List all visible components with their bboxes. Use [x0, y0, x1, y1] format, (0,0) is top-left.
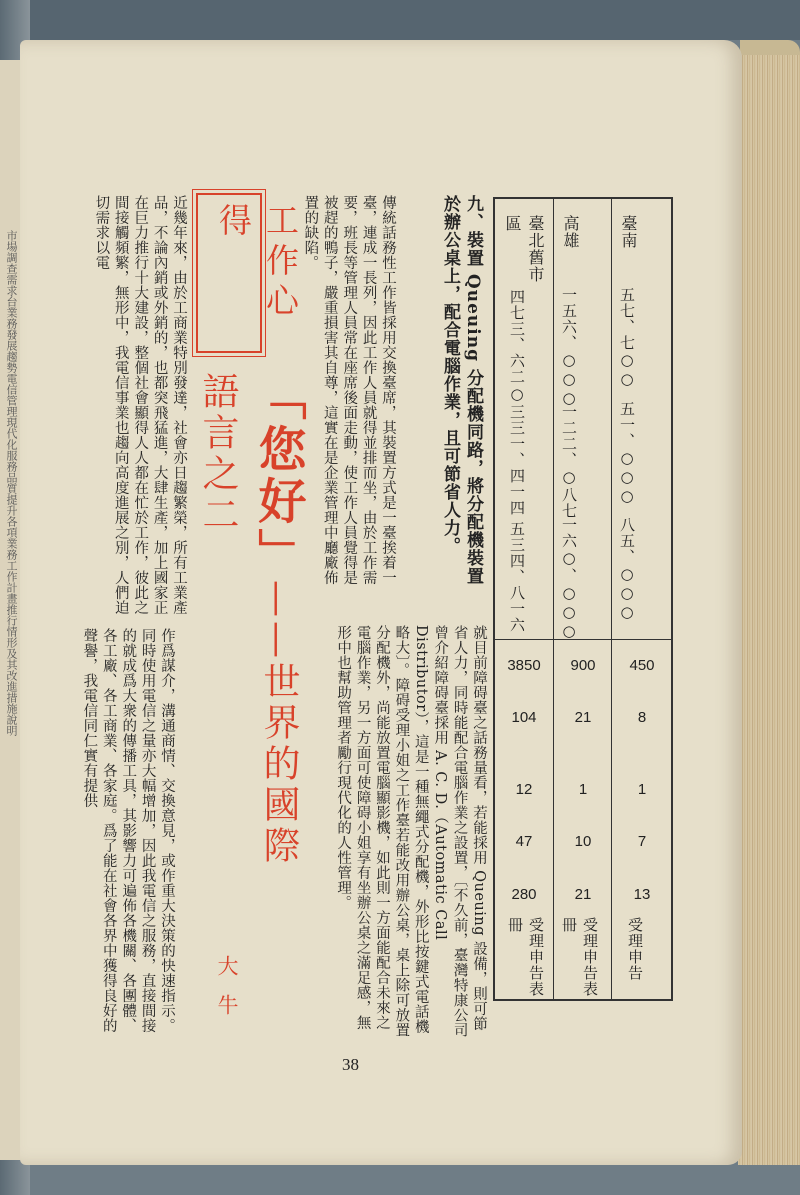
table-cell-number: 三三一、四一四: [508, 404, 526, 516]
table-cell-value: 21: [574, 886, 592, 903]
table-cell-value: 12: [515, 781, 533, 798]
table-divider: [611, 199, 612, 999]
table-cell-name: 高雄: [561, 215, 580, 249]
table-cell-number: 八五、○○○: [618, 517, 636, 622]
table-cell-value: 47: [515, 833, 533, 850]
table-cell-value: 8: [637, 709, 647, 726]
table-cell-number: 五一、○○○: [618, 401, 636, 506]
table-cell-value: 450: [629, 657, 655, 674]
middle-column-text: 傳統話務性工作皆採用交換臺席，其裝置方式是一臺挨着一臺，連成一長列，因此工作人員就得並排而坐，由於工作需要，班長等管理人員常在座席後面走動，使工作人員覺得是被趕的鴨子，嚴重損害其自尊，這實在是企業管理中廳廠佈置的缺陷。: [302, 195, 396, 585]
table-cell-value: 7: [637, 833, 647, 850]
left-lower-column-text: 作爲謀介，溝通商情、交換意見，或作重大決策的快速指示。同時使用電信之量亦大幅增加，因此我電信之服務，直接間接的就成爲大衆的傳播工具，其影響力可遍佈各機關、各團體、各工廠、各工商業、各家庭。爲了能在社會各界中獲得良好的聲譽，我電信同仁實有提供: [81, 628, 175, 1033]
table-cell-note: 受理申告表冊: [560, 917, 599, 997]
page-number: 38: [342, 1055, 359, 1074]
table-cell-name: 臺北舊市區: [503, 215, 545, 283]
table-cell-value: 1: [637, 781, 647, 798]
page-stack-edge: [738, 55, 800, 1165]
table-cell-number: 五三四、八一六: [508, 521, 526, 633]
table-cell-number: 一五六、○○○: [560, 287, 578, 408]
table-cell-number: 四七三、六二○: [508, 289, 526, 404]
article-author: 大牛: [215, 955, 239, 1033]
table-cell-value: 3850: [507, 657, 541, 674]
table-cell-value: 1: [578, 781, 588, 798]
table-divider: [553, 199, 554, 999]
book-cover-top: [0, 0, 800, 40]
table-cell-value: 21: [574, 709, 592, 726]
article-title-rest: ——世界的國際語言之二: [196, 372, 300, 867]
table-cell-note: 受理申告表冊: [506, 917, 545, 997]
table-cell-note: 受理申告: [626, 917, 644, 981]
table-cell-number: 一二二、○八七: [560, 404, 578, 519]
statistics-table: [493, 197, 673, 1001]
column-label-box: [196, 193, 300, 353]
table-divider: [495, 639, 671, 640]
table-cell-name: 臺南: [619, 215, 638, 249]
table-cell-value: 10: [574, 833, 592, 850]
section-nine-heading: 九、裝置 Queuing 分配機同路，將分配機裝置於辦公桌上，配合電腦作業，且可節省人力。: [440, 195, 483, 585]
article-title-main: 「您好」: [250, 372, 306, 580]
table-cell-value: 104: [511, 709, 537, 726]
table-cell-number: 五七、七○○: [618, 287, 636, 389]
table-cell-value: 13: [633, 886, 651, 903]
previous-page-text: 市場調查需求台業務發展趨勢電信管理現代化服務品質提升各項業務工作計畫推行情形及其改進措施說明: [5, 230, 18, 736]
left-column-text: 近幾年來，由於工商業特別發達，社會亦日趨繁榮，所有工業產品，不論內銷或外銷的，也都突飛猛進，大肆生產，加上國家正在巨力推行十大建設，整個社會顯得人人都在忙於工作，彼此之間接觸頻繁，無形中，我電信事業也趨向高度進展之別，人們迫切需求以電: [93, 195, 187, 615]
middle-lower-column-text: 就目前障碍臺之話務量看，若能採用 Queuing 設備，則可節省人力，同時能配合電腦作業之設置，〔不久前，臺灣特康公司曾介紹障碍臺採用 A. C. D.（Automatic Call Distributor），這是一種無繩式分配機，外形比按鍵式電話機略大〕。障碍受理小姐之工作臺若能改用辦公桌，桌上除可放置分配機外，尚能放置電腦顯影機，如此則一方面能配合未來之電腦作業，另一方面可使障碍小姐享有坐辦公桌之滿足感，無形中也幫助管理者勵行現代化的人性管理。: [335, 625, 487, 1038]
column-label: 工作心得: [214, 203, 300, 323]
table-cell-value: 900: [570, 657, 596, 674]
table-cell-number: 一六○、○○○: [560, 517, 578, 641]
table-cell-value: 280: [511, 886, 537, 903]
